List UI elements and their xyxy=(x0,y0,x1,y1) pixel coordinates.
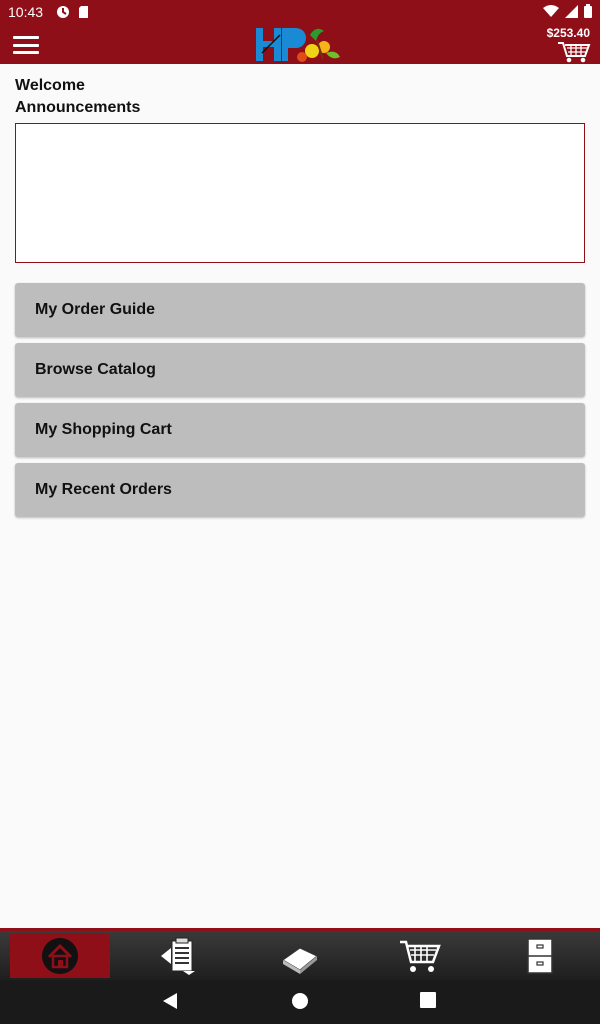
sd-card-icon xyxy=(78,5,89,19)
announcements-heading: Announcements xyxy=(15,99,141,116)
my-order-guide-button[interactable]: My Order Guide xyxy=(15,283,585,337)
home-circle-icon[interactable] xyxy=(291,992,309,1010)
battery-icon xyxy=(584,4,592,18)
bottom-nav xyxy=(0,928,600,983)
home-menu xyxy=(15,283,585,523)
nav-orders[interactable] xyxy=(490,934,590,978)
nav-home[interactable] xyxy=(10,934,110,978)
app-bar xyxy=(0,24,600,64)
file-cabinet-icon xyxy=(526,937,554,975)
recents-icon[interactable] xyxy=(420,992,436,1008)
home-icon xyxy=(40,936,80,976)
cart-total: $253.40 xyxy=(546,26,590,40)
my-shopping-cart-button[interactable]: My Shopping Cart xyxy=(15,403,585,457)
nav-cart[interactable] xyxy=(370,934,470,978)
system-nav-bar xyxy=(0,980,600,1024)
welcome-heading: Welcome xyxy=(15,77,85,94)
company-logo xyxy=(254,25,346,65)
hamburger-menu-icon[interactable] xyxy=(13,36,39,54)
wifi-icon xyxy=(543,5,559,18)
order-guide-icon xyxy=(159,935,201,977)
nav-order-guide[interactable] xyxy=(130,934,230,978)
nav-catalog[interactable] xyxy=(250,934,350,978)
status-bar xyxy=(0,0,600,24)
status-time: 10:43 xyxy=(8,4,44,20)
signal-icon xyxy=(565,5,578,18)
announcements-box xyxy=(15,123,585,263)
browse-catalog-button[interactable]: Browse Catalog xyxy=(15,343,585,397)
sync-icon xyxy=(56,5,70,19)
back-icon[interactable] xyxy=(162,992,178,1010)
shopping-cart-icon xyxy=(398,936,442,976)
my-recent-orders-button[interactable]: My Recent Orders xyxy=(15,463,585,517)
catalog-book-icon xyxy=(280,936,320,976)
cart-icon[interactable] xyxy=(556,38,592,64)
